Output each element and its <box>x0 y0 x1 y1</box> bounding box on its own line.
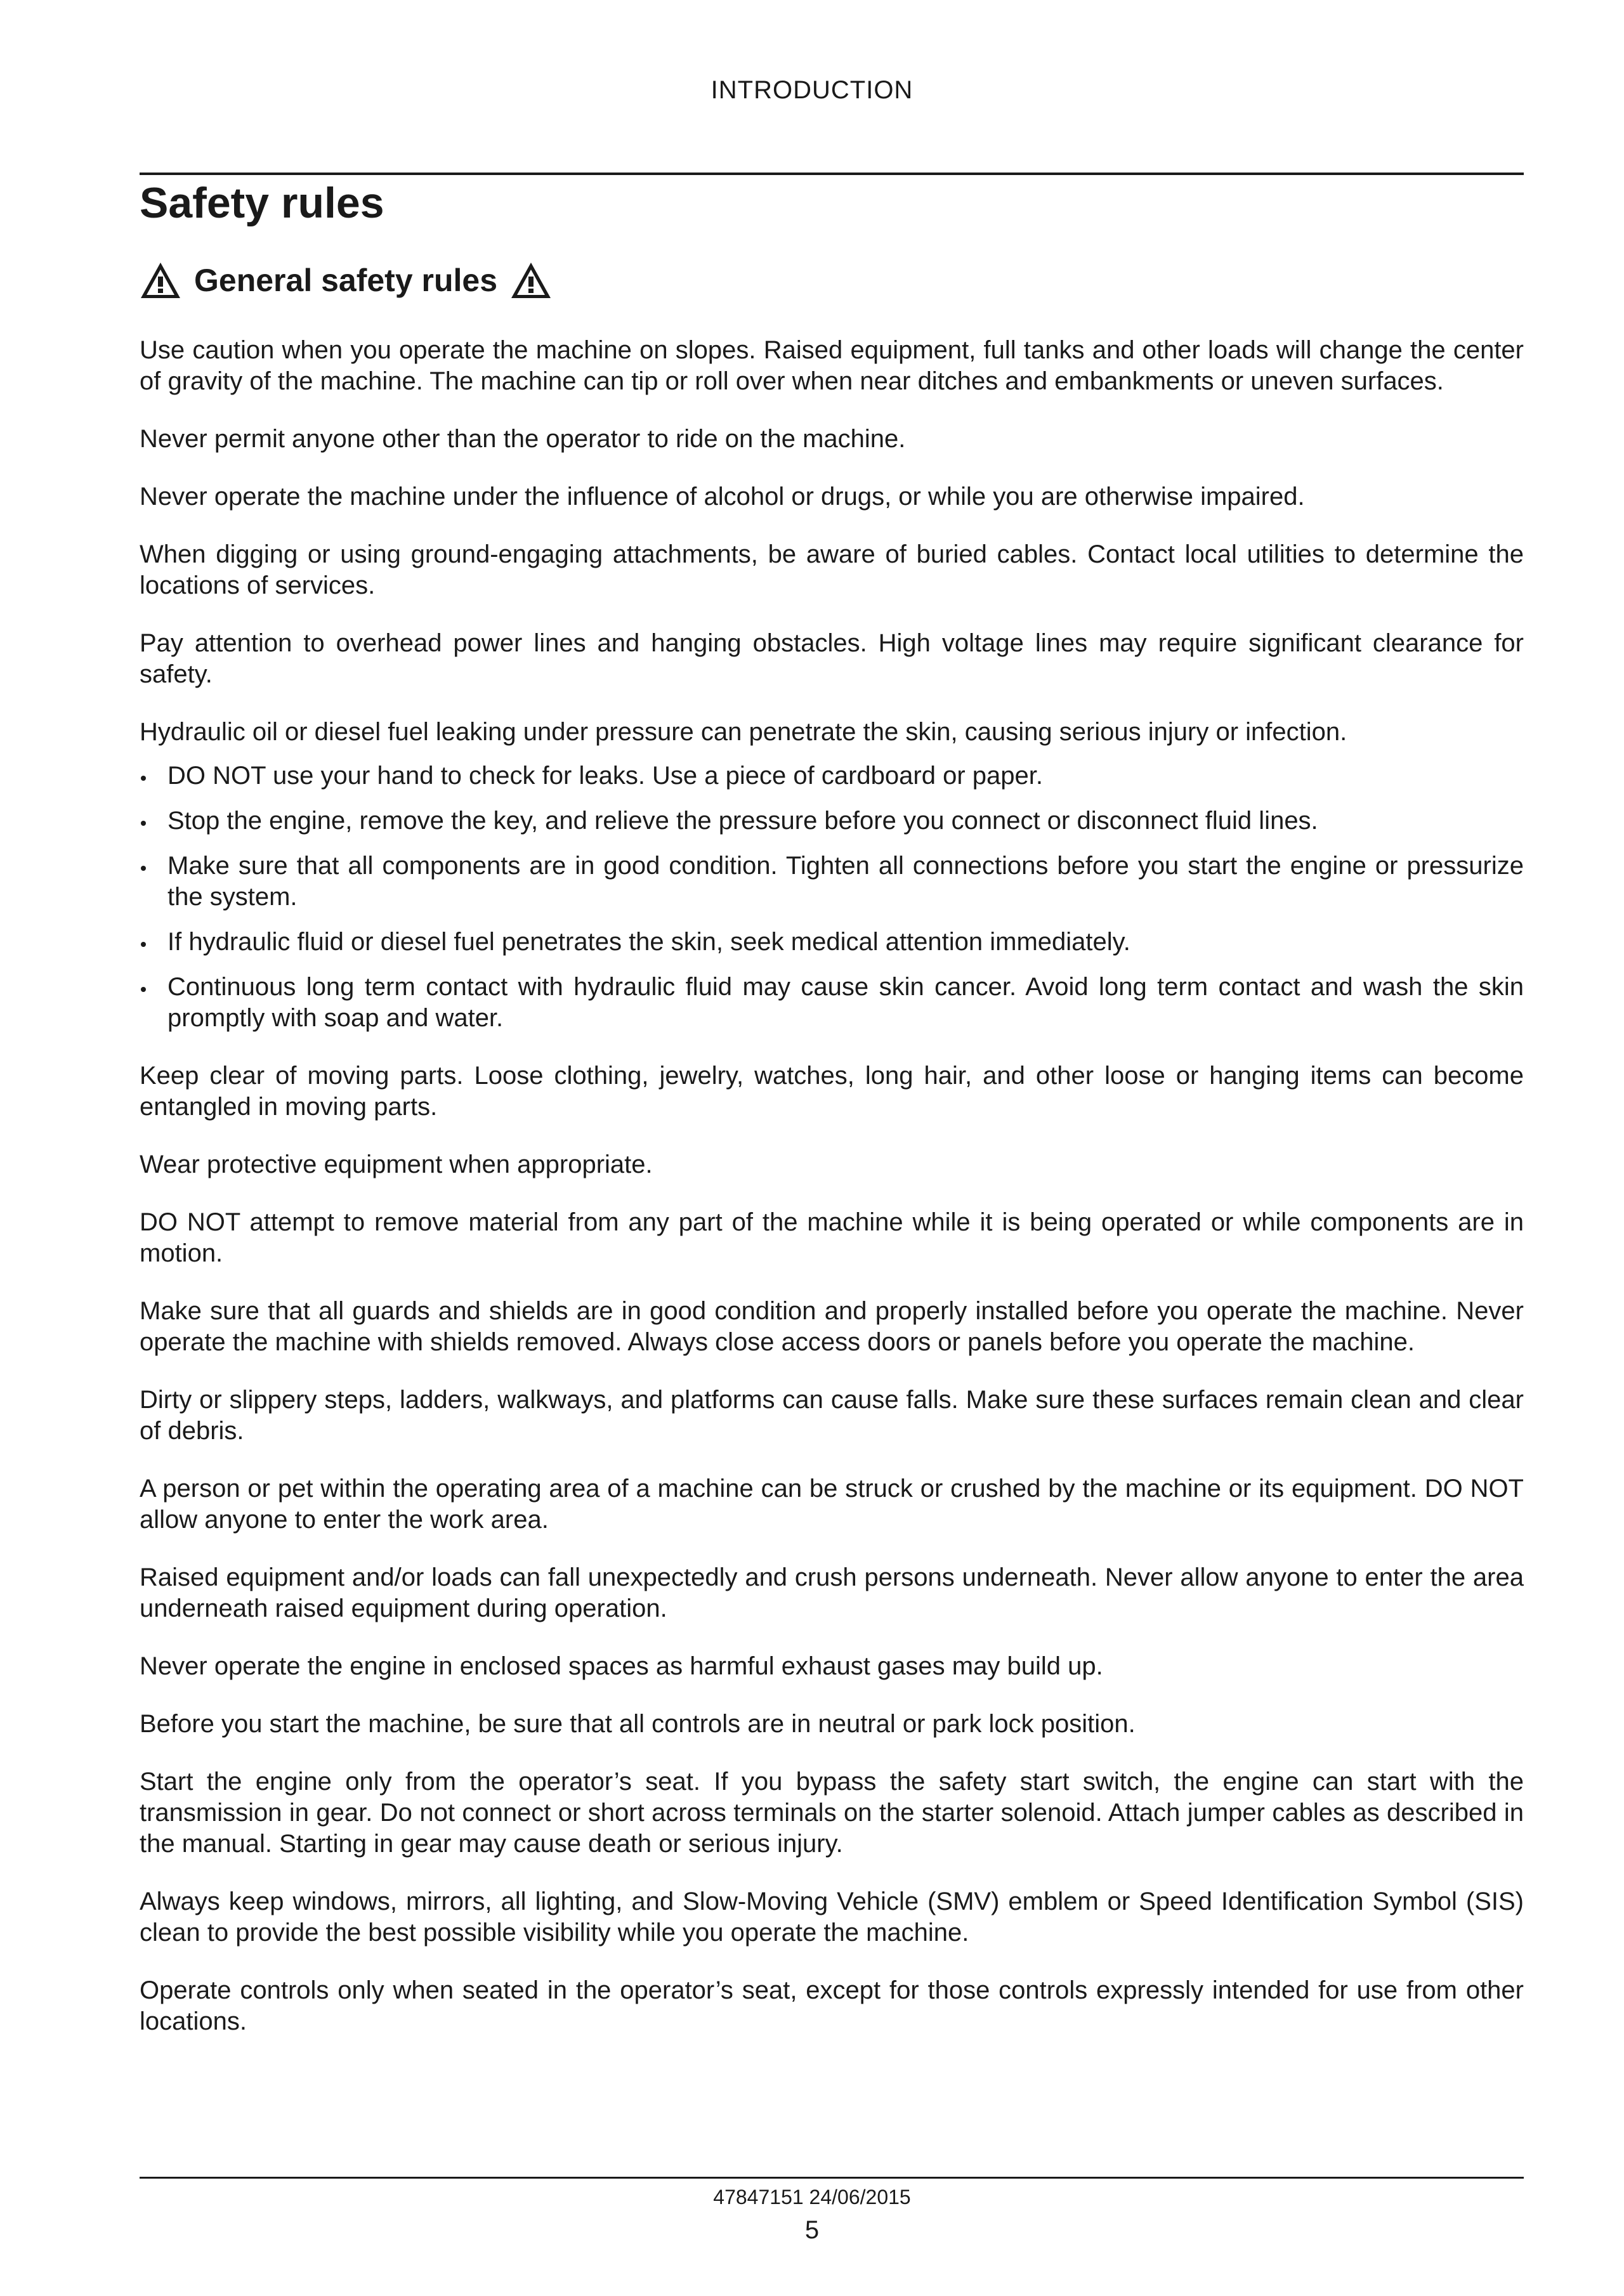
paragraph: Dirty or slippery steps, ladders, walkways, and platforms can cause falls. Make sure these surfaces remain clean and clear of debris. <box>140 1386 1524 1445</box>
paragraph: Make sure that all guards and shields are in good condition and properly installed before you operate the machine. Never operate the machine with shields removed. Always close access doors or panels before you operate the machine. <box>140 1297 1524 1356</box>
paragraph: When digging or using ground-engaging attachments, be aware of buried cables. Contact local utilities to determine the locations of services. <box>140 540 1524 599</box>
paragraph: Wear protective equipment when appropriate. <box>140 1151 653 1178</box>
paragraph: A person or pet within the operating area of a machine can be struck or crushed by the machine or its equipment. DO NOT allow anyone to enter the work area. <box>140 1475 1524 1534</box>
running-head: INTRODUCTION <box>710 76 914 104</box>
paragraph: Pay attention to overhead power lines and hanging obstacles. High voltage lines may require significant clearance for safety. <box>140 629 1524 688</box>
body-text <box>140 335 1524 2064</box>
section-subtitle <box>140 261 552 299</box>
paragraph: Never operate the engine in enclosed spaces as harmful exhaust gases may build up. <box>140 1652 1103 1680</box>
list-item: Continuous long term contact with hydraulic fluid may cause skin cancer. Avoid long term contact and wash the skin promptly with soap and water. <box>140 972 1524 1034</box>
paragraph: Hydraulic oil or diesel fuel leaking under pressure can penetrate the skin, causing serious injury or infection. <box>140 718 1347 746</box>
list-item: Stop the engine, remove the key, and relieve the pressure before you connect or disconnect fluid lines. <box>140 806 1524 837</box>
paragraph: Never operate the machine under the influence of alcohol or drugs, or while you are otherwise impaired. <box>140 483 1305 511</box>
page-title: Safety rules <box>140 179 384 227</box>
paragraph: Keep clear of moving parts. Loose clothing, jewelry, watches, long hair, and other loose or hanging items can become entangled in moving parts. <box>140 1062 1524 1121</box>
paragraph: Always keep windows, mirrors, all lighting, and Slow-Moving Vehicle (SMV) emblem or Speed Identification Symbol (SIS) clean to provide the best possible visibility while you operate the machine. <box>140 1888 1524 1947</box>
paragraph: Use caution when you operate the machine on slopes. Raised equipment, full tanks and other loads will change the center of gravity of the machine. The machine can tip or roll over when near ditches and embankments or uneven surfaces. <box>140 336 1524 395</box>
list-item: Make sure that all components are in good condition. Tighten all connections before you start the engine or pressurize the system. <box>140 851 1524 913</box>
list-item: DO NOT use your hand to check for leaks. Use a piece of cardboard or paper. <box>140 760 1524 792</box>
paragraph: Start the engine only from the operator’s seat. If you bypass the safety start switch, the engine can start with the transmission in gear. Do not connect or short across terminals on the starter solenoid. Attach jumper cables as described in the manual. Starting in gear may cause death or serious injury. <box>140 1768 1524 1858</box>
paragraph: Operate controls only when seated in the operator’s seat, except for those controls expressly intended for use from other locations. <box>140 1976 1524 2035</box>
footer-rule <box>140 2177 1524 2179</box>
page-number: 5 <box>804 2216 820 2244</box>
paragraph: Raised equipment and/or loads can fall unexpectedly and crush persons underneath. Never allow anyone to enter the area underneath raised equipment during operation. <box>140 1563 1524 1622</box>
header-rule <box>140 173 1524 175</box>
warning-triangle-icon <box>510 261 552 299</box>
paragraph: DO NOT attempt to remove material from any part of the machine while it is being operated or while components are in motion. <box>140 1208 1524 1267</box>
bullet-list <box>140 760 1524 1034</box>
list-item: If hydraulic fluid or diesel fuel penetrates the skin, seek medical attention immediately. <box>140 927 1524 958</box>
document-reference: 47847151 24/06/2015 <box>713 2186 911 2208</box>
paragraph: Before you start the machine, be sure that all controls are in neutral or park lock position. <box>140 1710 1136 1738</box>
paragraph: Never permit anyone other than the operator to ride on the machine. <box>140 425 906 453</box>
warning-triangle-icon <box>140 261 181 299</box>
subtitle-text: General safety rules <box>194 263 498 298</box>
